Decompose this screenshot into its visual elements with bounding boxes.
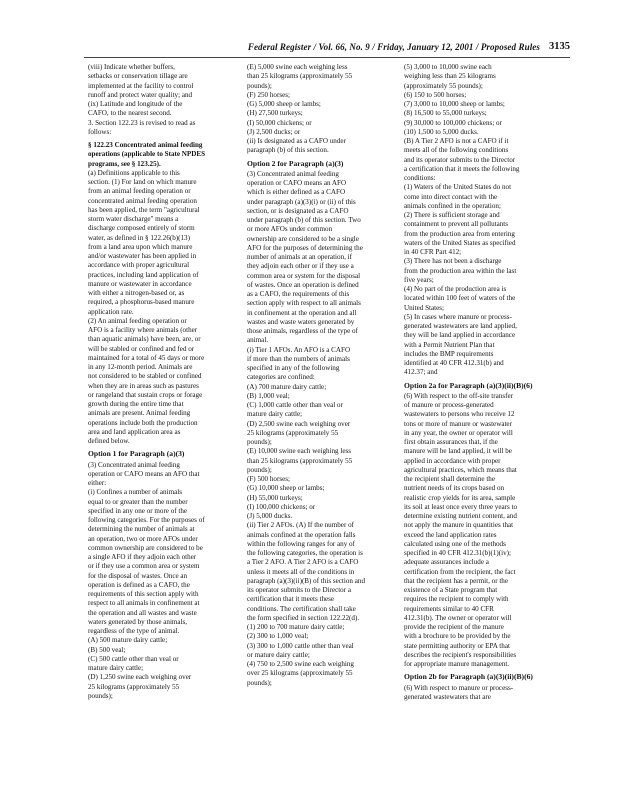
text-line: in any 12-month period. Animals are [88, 363, 193, 371]
text-line: common area or system for the disposal [247, 271, 361, 280]
text-line: (ii) Is designated as a CAFO under [247, 137, 346, 145]
text-line: over 25 kilograms (approximately 55 [247, 669, 353, 678]
text-line: five years; [404, 275, 434, 284]
text-line: (F) 500 horses; [247, 475, 290, 483]
text-line: waters generated by those animals, [88, 617, 188, 626]
text-line: and its operator submits to the Director [404, 155, 516, 164]
text-line: under paragraph (a)(3)(i) or (ii) of this [247, 197, 356, 206]
text-line: accordance with proper agricultural [88, 261, 190, 270]
text-line: (4) 750 to 2,500 swine each weighing [247, 660, 354, 668]
text-line: (5) 3,000 to 10,000 swine each [404, 63, 492, 71]
text-line: provide the recipient of the manure [404, 623, 504, 631]
text-line: the form specified in section 122.22(d). [247, 613, 360, 622]
text-line: CAFO, to the nearest second. [88, 109, 172, 118]
text-line: applied in accordance with proper [404, 456, 501, 465]
text-line: nutrient needs of its crops based on [404, 484, 505, 493]
text-line: (ii) Tier 2 AFOs. (A) If the number of [247, 521, 354, 530]
text-line: tons or more of manure or wastewater [404, 419, 512, 428]
text-line: wastewaters to persons who receive 12 [404, 410, 515, 419]
text-line: maintained for a total of 45 days or more [88, 353, 205, 362]
text-line: not apply the manure in quantities that [404, 521, 514, 530]
text-line: (2) 300 to 1,000 veal; [247, 632, 309, 641]
text-line: wastes and waste waters generated by [247, 317, 355, 326]
text-line: existence of a State program that [404, 586, 498, 594]
text-line: will be stabled or confined and fed or [88, 344, 195, 353]
text-line: when they are in areas such as pastures [88, 381, 199, 390]
text-line: come into direct contact with the [404, 192, 498, 201]
text-line: first obtain assurances that, if the [404, 438, 498, 446]
text-line: than 25 kilograms (approximately 55 [247, 456, 353, 465]
text-line: mature dairy cattle; [88, 664, 144, 672]
text-line: for appropriate manure management. [404, 660, 510, 668]
text-line: (i) Tier 1 AFOs. An AFO is a CAFO [247, 345, 351, 354]
text-line: (2) There is sufficient storage and [404, 211, 500, 219]
text-line: with a Permit Nutrient Plan that [404, 340, 495, 349]
text-line: practices, including land application of [88, 270, 199, 279]
text-line: (3) There has not been a discharge [404, 257, 502, 266]
text-line: (9) 30,000 to 100,000 chickens; or [404, 118, 502, 127]
text-line: equal to or greater than the number [88, 497, 188, 506]
text-line: 25 kilograms (approximately 55 [88, 682, 180, 691]
text-line: unless it meets all of the conditions in [247, 567, 355, 576]
option-heading: Option 2a for Paragraph (a)(3)(ii)(B)(6) [404, 380, 533, 390]
text-line: (E) 10,000 swine each weighing less [247, 447, 352, 456]
text-line: (B) 1,000 veal; [247, 391, 290, 400]
text-line: (A) 500 mature dairy cattle; [88, 636, 168, 645]
text-line: specified in any of the following [247, 364, 340, 372]
text-line: (H) 55,000 turkeys; [247, 493, 303, 502]
text-line: (10) 1,500 to 5,000 ducks. [404, 127, 479, 136]
text-line: number of animals at an operation, if [247, 253, 352, 261]
text-line: (D) 2,500 swine each weighing over [247, 419, 351, 428]
text-line: they will be land applied in accordance [404, 331, 516, 340]
text-line: (H) 27,500 turkeys; [247, 109, 303, 118]
text-line: requires the recipient to comply with [404, 595, 509, 604]
text-line: than 25 kilograms (approximately 55 [247, 72, 353, 81]
text-line: conditions: [404, 174, 436, 182]
text-line: 412.31(b). The owner or operator will [404, 613, 512, 622]
text-line: (7) 3,000 to 10,000 sheep or lambs; [404, 100, 505, 108]
text-line: follows: [88, 127, 112, 136]
text-line: conditions. The certification shall take [247, 604, 356, 613]
text-line: (6) With respect to manure or process- [404, 683, 514, 692]
section-heading-line: § 122.23 Concentrated animal feeding [88, 141, 203, 149]
text-line: section. (1) For land on which manure [88, 178, 197, 186]
text-line: operation or CAFO means an AFO that [88, 469, 200, 478]
text-line: or mature dairy cattle; [247, 650, 310, 659]
text-line: (1) 200 to 700 mature dairy cattle; [247, 623, 345, 631]
text-line: (2) An animal feeding operation or [88, 316, 187, 325]
text-line: (J) 5,000 ducks. [247, 512, 293, 520]
text-line: its operator submits to the Director a [247, 586, 352, 594]
text-column-2 [247, 63, 397, 763]
text-line: (5) In cases where manure or process- [404, 312, 512, 321]
text-line: (E) 5,000 swine each weighing less [247, 63, 348, 71]
text-line: (a) Definitions applicable to this [88, 168, 180, 177]
text-line: the operation and all wastes and waste [88, 608, 197, 617]
header-title: Federal Register / Vol. 66, No. 9 / Friday, January 12, 2001 / Proposed Rules [247, 42, 540, 52]
text-line: runoff and protect water quality; and [88, 90, 193, 99]
section-heading-line: programs, see § 123.25). [88, 159, 161, 168]
text-line: required, a phosphorus-based manure [88, 298, 195, 307]
text-line: meets all of the following conditions [404, 146, 509, 155]
text-line: generated wastewaters are land applied, [404, 322, 517, 330]
text-line: realistic crop yields for its area, sample [404, 493, 516, 502]
text-line: animal. [247, 336, 269, 345]
text-line: concentrated animal feeding operation [88, 196, 197, 205]
text-line: manure will be land applied, it will be [404, 447, 512, 456]
text-line: (viii) Indicate whether buffers, [88, 63, 175, 71]
text-line: discharge composed entirely of storm [88, 224, 195, 233]
text-line: located within 100 feet of waters of the [404, 294, 516, 303]
text-line: includes the BMP requirements [404, 349, 494, 358]
text-line: pounds); [88, 691, 113, 700]
text-line: section apply with respect to all animals [247, 299, 361, 308]
text-line: from the production area from entering [404, 229, 515, 238]
text-column-1 [88, 63, 238, 763]
text-line: (6) With respect to the off-site transfer [404, 391, 513, 400]
text-line: section, or is designated as a CAFO [247, 206, 349, 215]
text-line: of wastes. Once an operation is defined [247, 280, 359, 289]
text-line: from an animal feeding operation or [88, 187, 191, 196]
text-line: (approximately 55 pounds); [404, 81, 483, 90]
text-line: storm water discharge" means a [88, 215, 179, 223]
text-line: categories are confined: [247, 373, 315, 382]
text-line: certification from the recipient, the fact [404, 567, 516, 576]
text-line: state permitting authority or EPA that [404, 641, 510, 650]
text-line: agricultural practices, which means that [404, 465, 517, 474]
text-line: defined below. [88, 437, 130, 445]
text-line: (I) 100,000 chickens; or [247, 502, 316, 511]
text-line: pounds); [247, 678, 272, 687]
text-line: common ownership are considered to be [88, 543, 203, 552]
page-header [84, 41, 570, 58]
text-line: operation is defined as a CAFO, the [88, 580, 190, 589]
text-line: not considered to be stabled or confined [88, 372, 202, 381]
text-line: mature dairy cattle; [247, 410, 303, 419]
text-line: or rangeland that sustain crops or forage [88, 390, 203, 399]
text-line: a single AFO if they adjoin each other [88, 553, 197, 561]
text-line: from a land area upon which manure [88, 242, 193, 251]
text-line: calculated using one of the methods [404, 539, 506, 548]
text-line: (A) 700 mature dairy cattle; [247, 382, 327, 391]
text-line: the following categories, the operation is [247, 549, 363, 557]
text-line: determining the number of animals at [88, 525, 195, 534]
text-line: requirements of this section apply with [88, 590, 199, 598]
text-line: animals are present. Animal feeding [88, 409, 191, 418]
text-line: AFO for the purposes of determining the [247, 243, 363, 252]
text-line: implemented at the facility to control [88, 81, 194, 90]
text-line: United States; [404, 303, 444, 312]
text-line: (C) 500 cattle other than veal or [88, 654, 179, 663]
text-line: ownership are considered to be a single [247, 234, 359, 243]
text-line: a Tier 2 AFO. A Tier 2 AFO is a CAFO [247, 558, 359, 567]
text-line: animals confined in the operation; [404, 201, 501, 210]
text-line: (ix) Latitude and longitude of the [88, 100, 183, 108]
text-line: (B) 500 veal; [88, 645, 126, 654]
text-line: its soil at least once every three years to [404, 502, 518, 511]
text-line: (3) Concentrated animal feeding [88, 460, 180, 469]
text-line: respect to all animals in confinement at [88, 599, 200, 608]
text-line: pounds); [247, 438, 272, 446]
text-line: the recipient shall determine the [404, 475, 495, 483]
text-line: within the following ranges for any of [247, 539, 355, 548]
text-line: for the disposal of wastes. Once an [88, 571, 188, 580]
text-line: (C) 1,000 cattle other than veal or [247, 401, 343, 409]
text-line: and/or wastewater has been applied in [88, 252, 197, 260]
text-line: those animals, regardless of the type of [247, 327, 358, 335]
text-line: following categories. For the purposes of [88, 516, 205, 524]
text-line: containment to prevent all pollutants [404, 220, 509, 229]
text-line: describes the recipient's responsibilities [404, 650, 517, 659]
text-line: pounds); [247, 81, 272, 90]
text-line: or more AFOs under common [247, 225, 333, 234]
text-line: as a CAFO, the requirements of this [247, 290, 350, 298]
text-column-3 [404, 63, 554, 763]
text-line: water, as defined in § 122.26(b)(13) [88, 233, 190, 242]
text-line: area and land application area as [88, 427, 181, 436]
text-line: certification that it meets these [247, 595, 335, 604]
text-line: specified in any one or more of the [88, 506, 188, 515]
option-heading: Option 2b for Paragraph (a)(3)(ii)(B)(6) [404, 672, 533, 682]
text-line: they adjoin each other or if they use a [247, 262, 354, 271]
text-line: 25 kilograms (approximately 55 [247, 428, 339, 437]
text-line: (G) 5,000 sheep or lambs; [247, 100, 321, 108]
text-line: (G) 10,000 sheep or lambs; [247, 484, 325, 493]
text-line: in confinement at the operation and all [247, 308, 357, 317]
text-line: under paragraph (b) of this section. Two [247, 216, 361, 224]
text-line: than aquatic animals) have been, are, or [88, 335, 201, 344]
text-line: manure or wastewater in accordance [88, 279, 192, 288]
text-line: (1) Waters of the United States do not [404, 183, 512, 192]
option-heading: Option 2 for Paragraph (a)(3) [247, 158, 344, 168]
text-line: 412.37; and [404, 368, 438, 377]
text-line: if more than the numbers of animals [247, 354, 350, 363]
text-line: which is either defined as a CAFO [247, 188, 346, 197]
text-line: with either a nitrogen-based or, as [88, 289, 185, 297]
text-line: of manure or process-generated [404, 401, 494, 409]
text-line: (3) Concentrated animal feeding [247, 169, 339, 178]
text-line: regardless of the type of animal. [88, 627, 180, 635]
text-line: adequate assurances include a [404, 558, 489, 567]
text-line: growth during the entire time that [88, 400, 184, 408]
text-line: in 40 CFR Part 412; [404, 248, 462, 256]
text-line: animals confined at the operation falls [247, 530, 356, 539]
text-line: determine existing nutrient content, and [404, 512, 517, 520]
text-line: operation or CAFO means an AFO [247, 179, 347, 187]
text-line: exceed the land application rates [404, 530, 497, 539]
text-line: requirements similar to 40 CFR [404, 604, 494, 613]
text-line: specified in 40 CFR 412.31(b)(1)(iv); [404, 549, 511, 557]
text-line: (J) 2,500 ducks; or [247, 127, 301, 136]
text-line: an operation, two or more AFOs under [88, 534, 198, 543]
option-heading: Option 1 for Paragraph (a)(3) [88, 449, 185, 459]
text-line: generated wastewaters that are [404, 692, 491, 701]
text-line: either: [88, 479, 107, 487]
text-line: paragraph (b) of this section. [247, 146, 329, 155]
text-line: weighing less than 25 kilograms [404, 72, 496, 81]
text-line: or if they use a common area or system [88, 562, 200, 571]
text-line: (3) 300 to 1,000 cattle other than veal [247, 641, 354, 650]
page-number: 3135 [549, 41, 570, 52]
text-line: AFO is a facility where animals (other [88, 326, 198, 334]
text-line: (F) 250 horses; [247, 90, 290, 99]
text-line: paragraph (a)(3)(ii)(B) of this section and [247, 576, 365, 585]
text-line: setbacks or conservation tillage are [88, 72, 188, 81]
text-line: identified at 40 CFR 412.31(b) and [404, 359, 504, 367]
section-heading-line: operations (applicable to State NPDES [88, 150, 206, 159]
text-line: waters of the United States as specified [404, 238, 516, 247]
text-line: with a brochure to be provided by the [404, 632, 511, 641]
text-line: application rate. [88, 307, 134, 316]
text-line: (i) Confines a number of animals [88, 488, 182, 497]
text-line: (I) 50,000 chickens; or [247, 118, 312, 127]
text-line: a certification that it meets the following [404, 164, 520, 173]
text-line: operations include both the production [88, 418, 198, 427]
text-line: (D) 1,250 swine each weighing over [88, 673, 192, 682]
text-line: that the recipient has a permit, or the [404, 576, 509, 585]
text-line: from the production area within the last [404, 266, 517, 275]
text-line: 3. Section 122.23 is revised to read as [88, 118, 196, 127]
text-line: (4) No part of the production area is [404, 285, 507, 293]
text-line: (B) A Tier 2 AFO is not a CAFO if it [404, 137, 509, 145]
text-line: (6) 150 to 500 horses; [404, 90, 467, 99]
text-line: in any year, the owner or operator will [404, 428, 513, 437]
text-line: (8) 16,500 to 55,000 turkeys; [404, 109, 487, 118]
text-line: has been applied, the term "agricultural [88, 205, 200, 214]
text-line: pounds); [247, 465, 272, 474]
